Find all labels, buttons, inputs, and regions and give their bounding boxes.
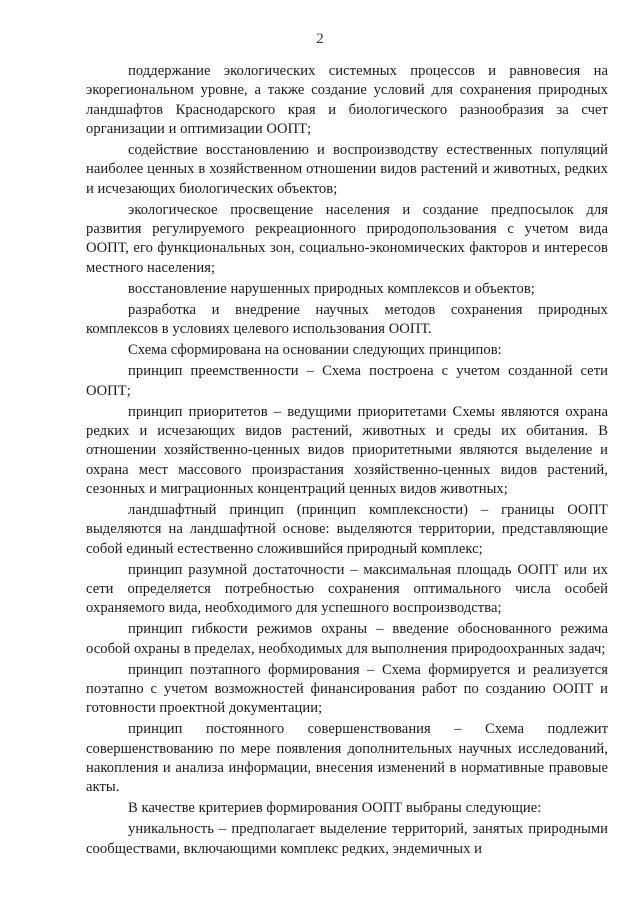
paragraph: принцип гибкости режимов охраны – введение обоснованного режима особой охраны в пределах, необходимых для выполнения природоохранных задач; — [86, 621, 608, 657]
paragraph: принцип разумной достаточности – максимальная площадь ООПТ или их сети определяется потребностью сохранения оптимального числа особей охраняемого вида, необходимого для успешного воспроизводства; — [86, 561, 608, 617]
paragraph: принцип преемственности – Схема построена с учетом созданной сети ООПТ; — [86, 363, 608, 399]
paragraph: разработка и внедрение научных методов сохранения природных комплексов в условиях целевого использования ООПТ. — [86, 301, 608, 338]
paragraph: В качестве критериев формирования ООПТ выбраны следующие: — [128, 800, 542, 817]
paragraph: содействие восстановлению и воспроизводству естественных популяций наиболее ценных в хозяйственном отношении видов растений и животных, редких и исчезающих биологических объектов; — [86, 141, 608, 197]
paragraph: восстановление нарушенных природных комплексов и объектов; — [128, 280, 535, 297]
body-text — [86, 62, 608, 859]
paragraph: ландшафтный принцип (принцип комплексности) – границы ООПТ выделяются на ландшафтной основе: выделяются территории, представляющие собой единый естественно сложившийся природный комплекс; — [86, 501, 608, 557]
page-number: 2 — [316, 31, 324, 47]
paragraph: принцип поэтапного формирования – Схема формируется и реализуется поэтапно с учетом возможностей финансирования работ по созданию ООПТ и готовности проектной документации; — [86, 661, 608, 717]
paragraph: поддержание экологических системных процессов и равновесия на экорегиональном уровне, а также создание условий для сохранения природных ландшафтов Краснодарского края и биологического разнообразия за счет организации и оптимизации ООПТ; — [86, 63, 608, 137]
paragraph: принцип постоянного совершенствования – Схема подлежит совершенствованию по мере появления дополнительных научных исследований, накопления и анализа информации, внесения изменений в нормативные правовые акты. — [86, 721, 608, 796]
paragraph: экологическое просвещение населения и создание предпосылок для развития регулируемого рекреационного природопользования с учетом вида ООПТ, его функциональных зон, социально-экономических факторов и интересов местного населения; — [86, 201, 608, 276]
paragraph: принцип приоритетов – ведущими приоритетами Схемы являются охрана редких и исчезающих видов растений, животных и среды их обитания. В отношении хозяйственно-ценных видов приоритетными являются выделение и охрана мест массового произрастания хозяйственно-ценных видов растений, сезонных и миграционных концентраций ценных видов животных; — [86, 403, 608, 497]
paragraph: Схема сформирована на основании следующих принципов: — [128, 342, 502, 359]
paragraph: уникальность – предполагает выделение территорий, занятых природными сообществами, включающими комплекс редких, эндемичных и — [86, 821, 608, 857]
